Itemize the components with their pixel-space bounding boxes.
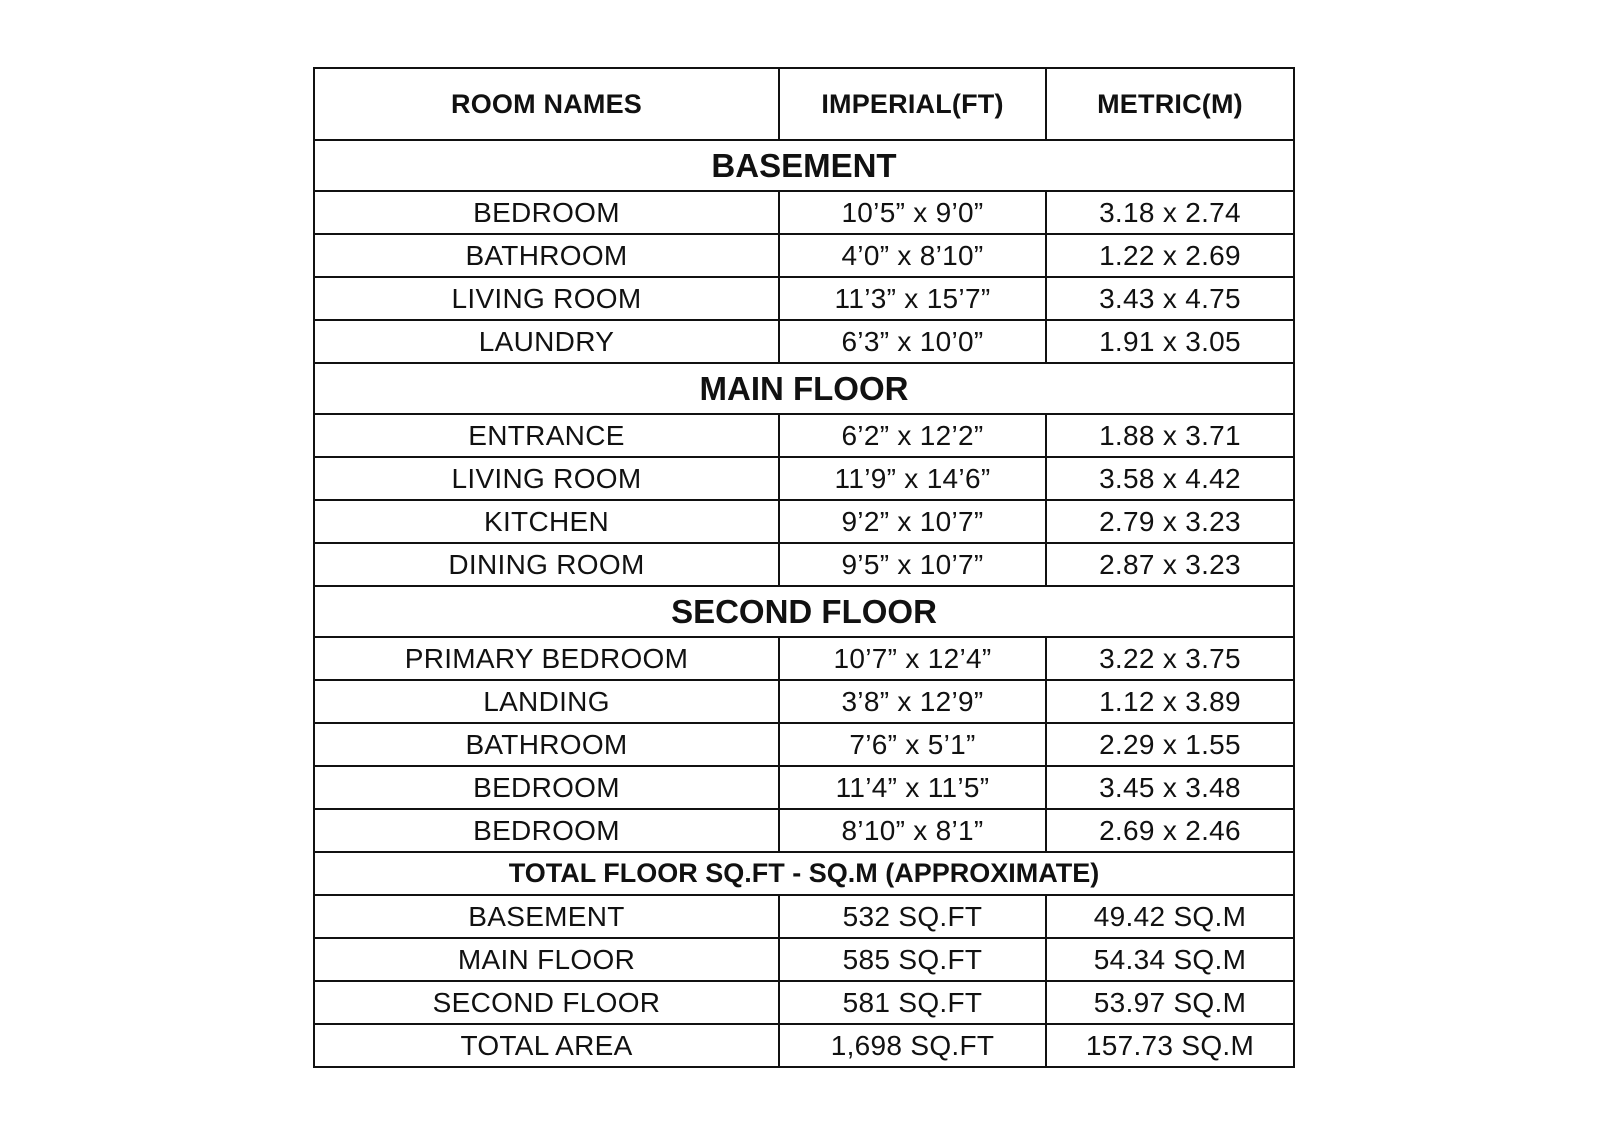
room-name: LAUNDRY [314,320,779,363]
metric-dimension: 2.79 x 3.23 [1046,500,1294,543]
table-row [314,723,1294,766]
imperial-dimension: 11’4” x 11’5” [779,766,1046,809]
imperial-dimension: 11’9” x 14’6” [779,457,1046,500]
table-row [314,457,1294,500]
room-name: BEDROOM [314,191,779,234]
metric-dimension: 2.69 x 2.46 [1046,809,1294,852]
metric-area: 54.34 SQ.M [1046,938,1294,981]
metric-area: 49.42 SQ.M [1046,895,1294,938]
floor-name: BASEMENT [314,895,779,938]
imperial-dimension: 9’5” x 10’7” [779,543,1046,586]
imperial-area: 585 SQ.FT [779,938,1046,981]
metric-area: 53.97 SQ.M [1046,981,1294,1024]
metric-dimension: 1.12 x 3.89 [1046,680,1294,723]
room-name: PRIMARY BEDROOM [314,637,779,680]
room-name: BATHROOM [314,723,779,766]
floor-name: TOTAL AREA [314,1024,779,1067]
header-imperial: IMPERIAL(FT) [779,68,1046,140]
metric-dimension: 3.22 x 3.75 [1046,637,1294,680]
table-row [314,234,1294,277]
room-name: LIVING ROOM [314,457,779,500]
imperial-dimension: 10’7” x 12’4” [779,637,1046,680]
room-name: KITCHEN [314,500,779,543]
imperial-dimension: 6’2” x 12’2” [779,414,1046,457]
table-row [314,680,1294,723]
table-row [314,637,1294,680]
imperial-dimension: 6’3” x 10’0” [779,320,1046,363]
imperial-area: 532 SQ.FT [779,895,1046,938]
imperial-area: 581 SQ.FT [779,981,1046,1024]
section-title: BASEMENT [314,140,1294,191]
metric-dimension: 1.91 x 3.05 [1046,320,1294,363]
section-main-floor-row [314,363,1294,414]
table-row [314,414,1294,457]
table-row [314,895,1294,938]
table-row [314,809,1294,852]
table-row [314,981,1294,1024]
imperial-dimension: 11’3” x 15’7” [779,277,1046,320]
room-name: BATHROOM [314,234,779,277]
section-second-floor-row [314,586,1294,637]
imperial-dimension: 8’10” x 8’1” [779,809,1046,852]
room-name: DINING ROOM [314,543,779,586]
metric-dimension: 1.88 x 3.71 [1046,414,1294,457]
header-metric: METRIC(M) [1046,68,1294,140]
floor-name: SECOND FLOOR [314,981,779,1024]
table-row [314,191,1294,234]
imperial-dimension: 9’2” x 10’7” [779,500,1046,543]
imperial-dimension: 3’8” x 12’9” [779,680,1046,723]
metric-area: 157.73 SQ.M [1046,1024,1294,1067]
table-row [314,766,1294,809]
totals-title: TOTAL FLOOR SQ.FT - SQ.M (APPROXIMATE) [314,852,1294,895]
metric-dimension: 3.18 x 2.74 [1046,191,1294,234]
table-row [314,500,1294,543]
floor-name: MAIN FLOOR [314,938,779,981]
room-name: ENTRANCE [314,414,779,457]
room-name: LANDING [314,680,779,723]
table-row [314,320,1294,363]
imperial-dimension: 7’6” x 5’1” [779,723,1046,766]
imperial-area: 1,698 SQ.FT [779,1024,1046,1067]
section-basement-row [314,140,1294,191]
room-name: LIVING ROOM [314,277,779,320]
metric-dimension: 1.22 x 2.69 [1046,234,1294,277]
imperial-dimension: 4’0” x 8’10” [779,234,1046,277]
metric-dimension: 3.58 x 4.42 [1046,457,1294,500]
room-name: BEDROOM [314,809,779,852]
metric-dimension: 2.87 x 3.23 [1046,543,1294,586]
totals-title-row [314,852,1294,895]
room-name: BEDROOM [314,766,779,809]
imperial-dimension: 10’5” x 9’0” [779,191,1046,234]
table-row [314,1024,1294,1067]
metric-dimension: 3.43 x 4.75 [1046,277,1294,320]
table-row [314,277,1294,320]
section-title: SECOND FLOOR [314,586,1294,637]
header-room-names: ROOM NAMES [314,68,779,140]
metric-dimension: 3.45 x 3.48 [1046,766,1294,809]
table-row [314,938,1294,981]
table-row [314,543,1294,586]
section-title: MAIN FLOOR [314,363,1294,414]
room-dimensions-table [313,67,1295,1068]
table-header-row [314,68,1294,140]
metric-dimension: 2.29 x 1.55 [1046,723,1294,766]
